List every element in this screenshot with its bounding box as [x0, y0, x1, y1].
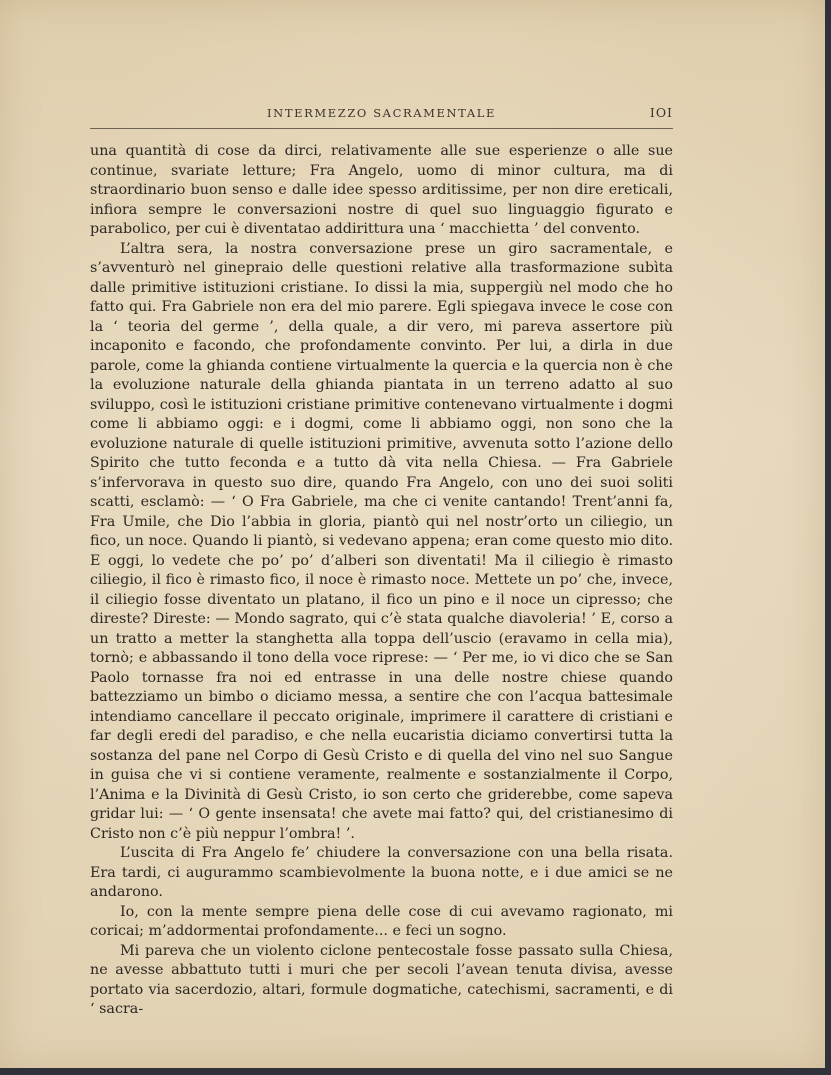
- paragraph-1: una quantità di cose da dirci, relativamente alle sue esperienze o alle sue continue, svariate letture; Fra Angelo, uomo di minor cultura, ma di straordinario buon senso e dalle idee spesso arditissime, per non dire ereticali, infiora sempre le conversazioni nostre di quel suo linguaggio figurato e parabolico, per cui è diventatao addirittura una ‘ macchietta ’ del convento.: [90, 143, 673, 237]
- paragraph-3: L’uscita di Fra Angelo fe’ chiudere la conversazione con una bella risata. Era tardi, ci augurammo scambievolmente la buona notte, e i due amici se ne andarono.: [90, 845, 673, 900]
- running-head-title: INTERMEZZO SACRAMENTALE: [267, 106, 496, 120]
- scan-background-bottom: [0, 1068, 831, 1075]
- body-text: [90, 142, 673, 1020]
- page-number: IOI: [649, 105, 673, 120]
- paragraph-4: Io, con la mente sempre piena delle cose di cui avevamo ragionato, mi coricai; m’addormentai profondamente... e feci un sogno.: [90, 903, 673, 939]
- paragraph-5: Mi pareva che un violento ciclone pentecostale fosse passato sulla Chiesa, ne avesse abbattuto tutti i muri che per secoli l’avean tenuta divisa, avesse portato via sacerdozio, altari, formule dogmatiche, catechismi, sacramenti, e di ‘ sacra-: [90, 942, 673, 1017]
- scan-background-right: [825, 0, 831, 1075]
- running-head: [90, 102, 673, 124]
- header-rule: [90, 128, 673, 129]
- paragraph-2: L’altra sera, la nostra conversazione prese un giro sacramentale, e s’avventurò nel ginepraio delle questioni relative alla trasformazione subìta dalle primitive istituzioni cristiane. Io dissi la mia, suppergiù nel modo che ho fatto qui. Fra Gabriele non era del mio parere. Egli spiegava invece le cose con la ‘ teoria del germe ’, della quale, a dir vero, mi pareva assertore più incaponito e facondo, che profondamente convinto. Per lui, a dirla in due parole, come la ghianda contiene virtualmente la quercia e la quercia non è che la evoluzione naturale della ghianda piantata in un terreno adatto al suo sviluppo, così le istituzioni cristiane primitive contenevano virtualmente i dogmi come li abbiamo oggi: e i dogmi, come li abbiamo oggi, non sono che la evoluzione naturale di quelle istituzioni primitive, avvenuta sotto l’azione dello Spirito che tutto feconda e a tutto dà vita nella Chiesa. — Fra Gabriele s’infervorava in questo suo dire, quando Fra Angelo, con uno dei suoi soliti scatti, esclamò: — ‘ O Fra Gabriele, ma che ci venite cantando! Trent’anni fa, Fra Umile, che Dio l’abbia in gloria, piantò qui nel nostr’orto un ciliegio, un fico, un noce. Quando li piantò, si vedevano appena; eran come questo mio dito. E oggi, lo vedete che po’ po’ d’alberi son diventati! Ma il ciliegio è rimasto ciliegio, il fico è rimasto fico, il noce è rimasto noce. Mettete un po’ che, invece, il ciliegio fosse diventato un platano, il fico un pino e il noce un cipresso; che direste? Direste: — Mondo sagrato, qui c’è stata qualche diavoleria! ’ E, corso a un tratto a metter la stanghetta alla toppa dell’uscio (eravamo in cella mia), tornò; e abbassando il tono della voce riprese: — ‘ Per me, io vi dico che se San Paolo tornasse fra noi ed entrasse in una delle nostre chiese quando battezziamo un bimbo o diciamo messa, a sentire che con l’acqua battesimale intendiamo cancellare il peccato originale, imprimere il carattere di cristiani e far degli eredi del paradiso, e che nella eucaristia diciamo convertirsi tutta la sostanza del pane nel Corpo di Gesù Cristo e di quella del vino nel suo Sangue in guisa che vi si contiene veramente, realmente e sostanzialmente il Corpo, l’Anima e la Divinità di Gesù Cristo, io son certo che griderebbe, come sapeva gridar lui: — ‘ O gente insensata! che avete mai fatto? qui, del cristianesimo di Cristo non c’è più neppur l’ombra! ’.: [90, 240, 673, 842]
